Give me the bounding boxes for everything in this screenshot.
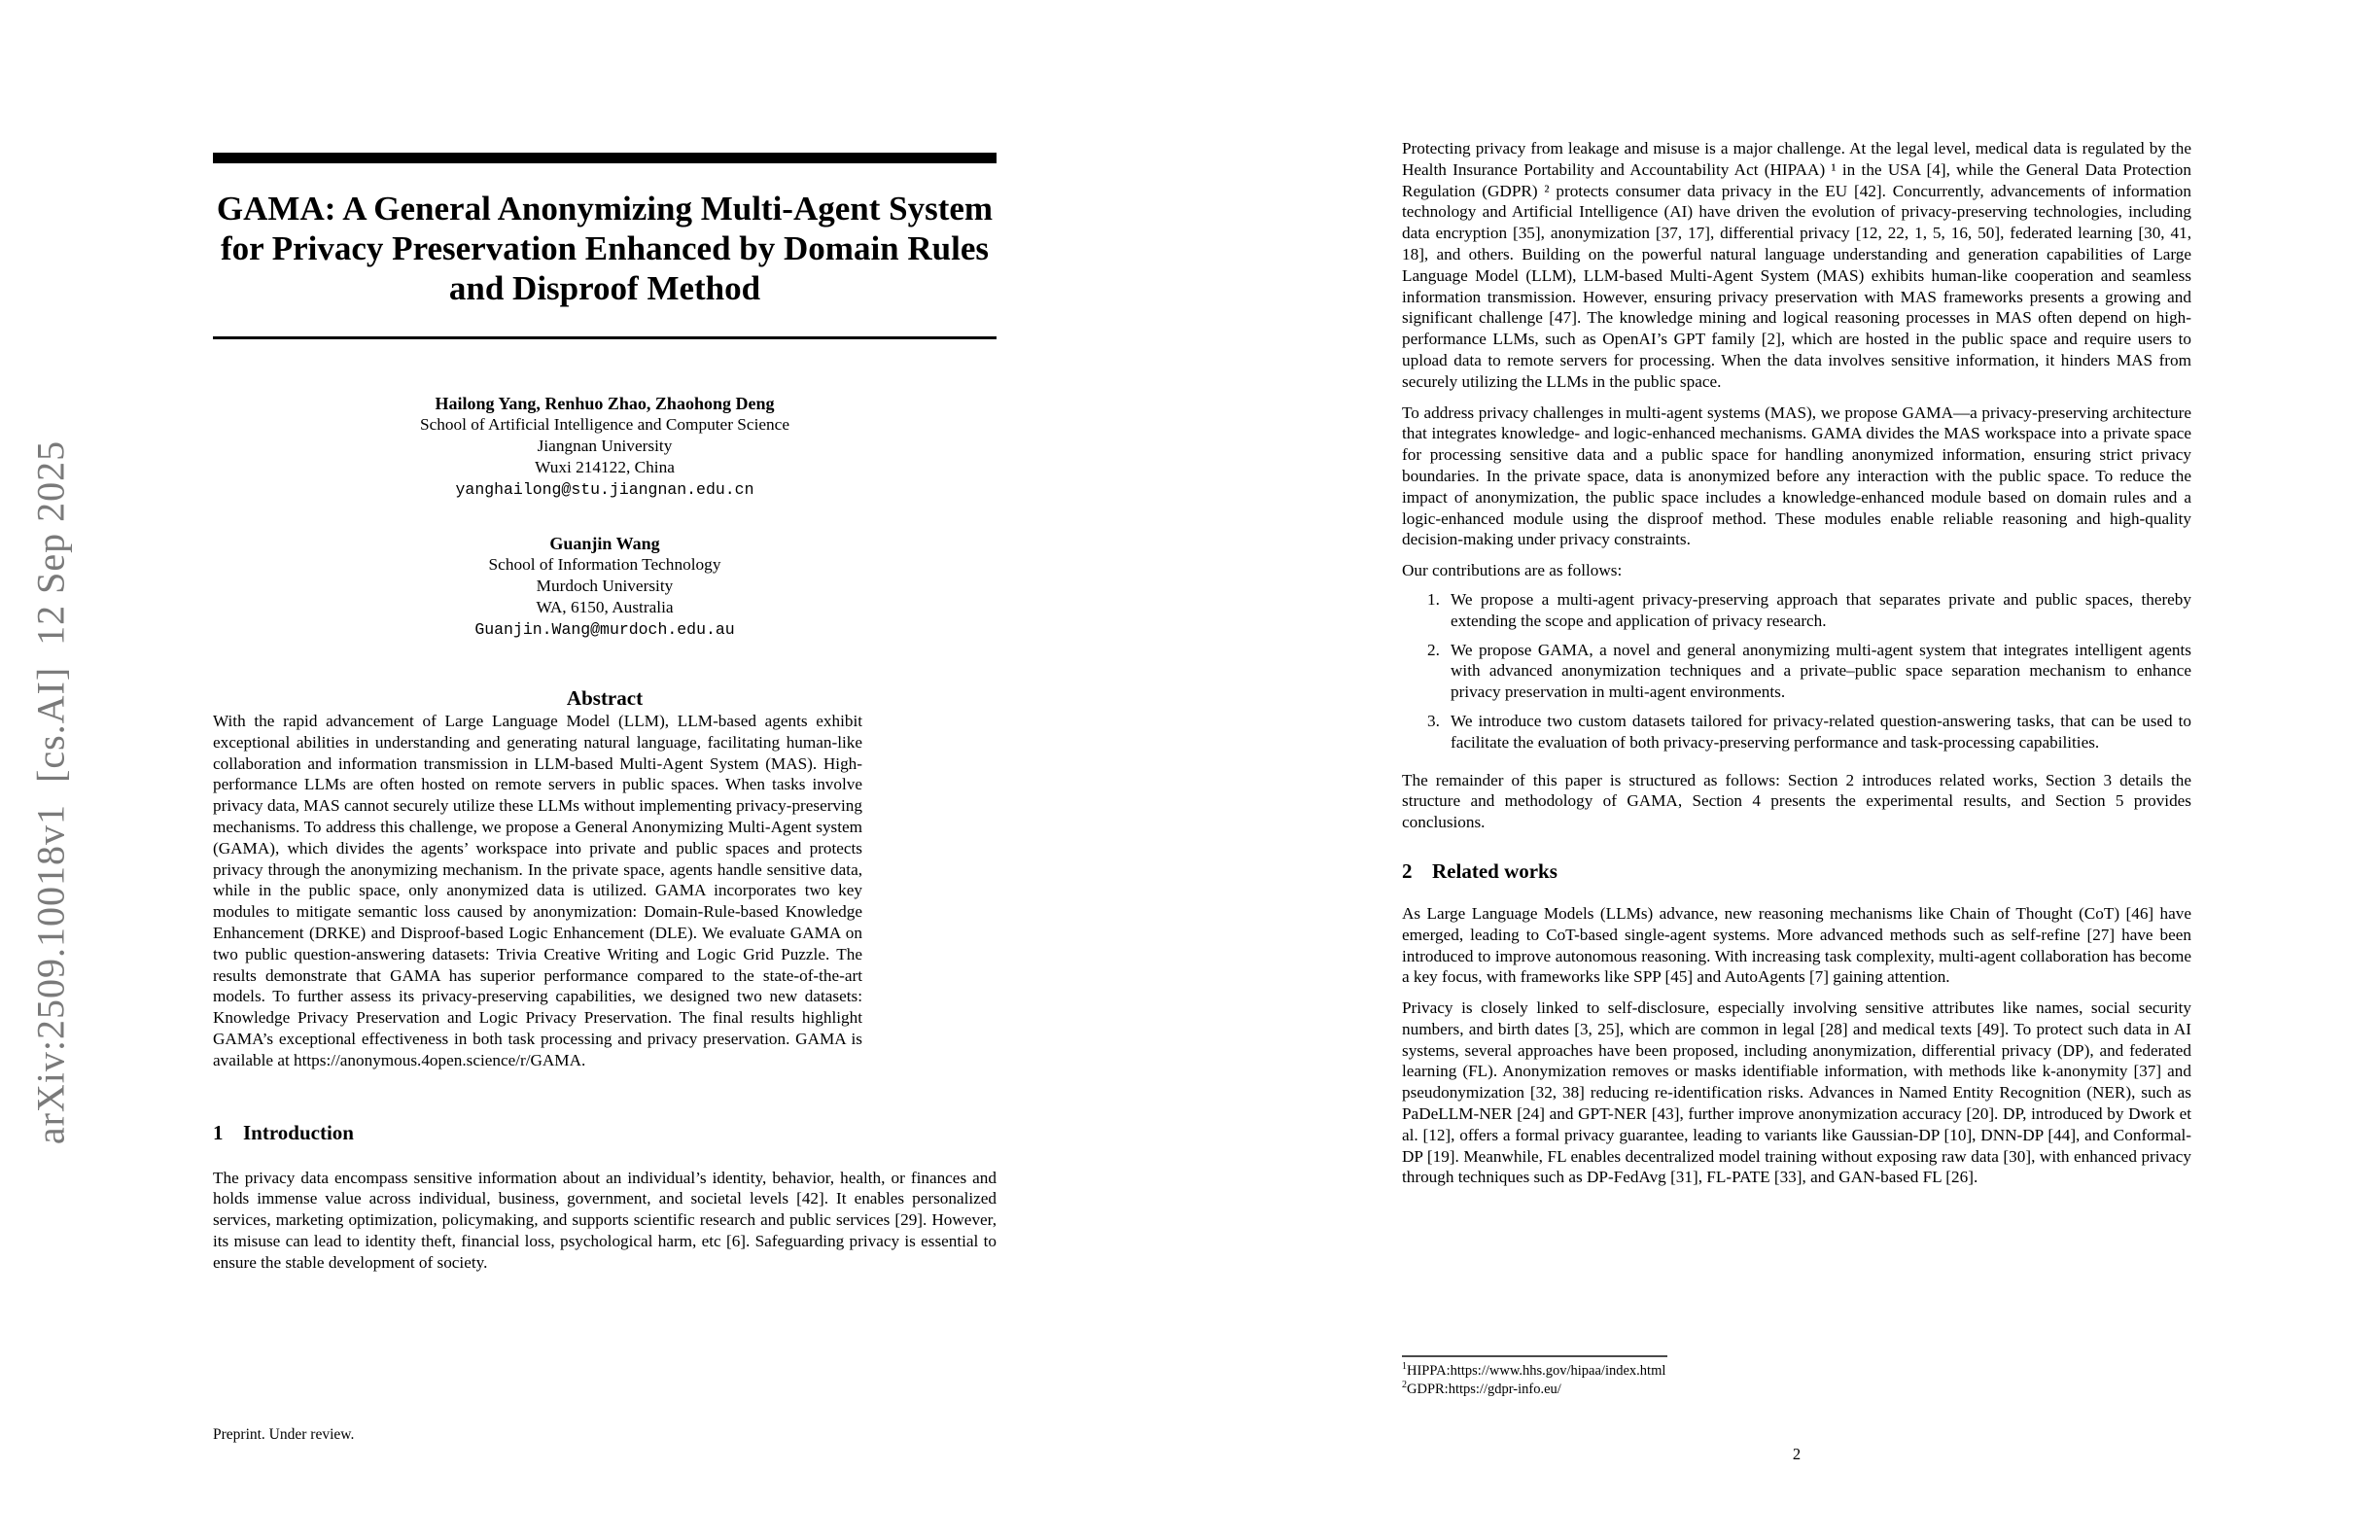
- list-item-number: 1.: [1427, 589, 1440, 609]
- author-email: yanghailong@stu.jiangnan.edu.cn: [455, 480, 754, 499]
- author-affiliation: School of Information Technology: [488, 555, 721, 574]
- paper-page-1: [213, 0, 997, 1540]
- related-works-paragraph: As Large Language Models (LLMs) advance, new reasoning mechanisms like Chain of Thought (CoT) [46] have emerged, leading to CoT-based single-agent systems. More advanced methods such as self-refine [27] have been introduced to improve autonomous reasoning. With increasing task complexity, multi-agent collaboration has become a key focus, with frameworks like SPP [45] and AutoAgents [7] gaining attention.: [1402, 903, 2191, 987]
- contributions-lead: Our contributions are as follows:: [1402, 561, 1623, 580]
- related-works-paragraph: Privacy is closely linked to self-disclosure, especially involving sensitive attributes like names, social security numbers, and birth dates [3, 25], which are common in legal [28] and medical texts [49]. To protect such data in AI systems, several approaches have been proposed, including anonymization, differential privacy (DP), and federated learning (FL). Anonymization removes or masks identifiable information, with methods like k-anonymity [37] and pseudonymization [32, 38] reducing re-identification risks. Advances in Named Entity Recognition (NER), such as PaDeLLM-NER [24] and GPT-NER [43], further improve anonymization accuracy [20]. DP, introduced by Dwork et al. [12], offers a formal privacy guarantee, leading to variants like Gaussian-DP [10], DNN-DP [44], and Conformal-DP [19]. Meanwhile, FL enables decentralized model training without exposing raw data [30], with enhanced privacy through techniques such as DP-FedAvg [31], FL-PATE [33], and GAN-based FL [26].: [1402, 998, 2191, 1187]
- section-number: 2: [1402, 858, 1413, 883]
- section-heading-related-works: [1402, 859, 2191, 884]
- author-affiliation: Murdoch University: [536, 577, 674, 595]
- list-item-text: We propose a multi-agent privacy-preserving approach that separates private and public spaces, thereby extending the scope and application of privacy research.: [1451, 589, 2191, 630]
- footnote-gdpr: [1402, 1381, 1667, 1399]
- footnote-marker: 1: [1402, 1361, 1407, 1373]
- introduction-paragraph: The privacy data encompass sensitive information about an individual’s identity, behavior, health, or finances and holds immense value across individual, business, government, and societal levels [42]. It enables personalized services, marketing optimization, policymaking, and supports scientific research and public services [29]. However, its misuse can lead to identity theft, financial loss, psychological harm, etc [6]. Safeguarding privacy is essential to ensure the stable development of society.: [213, 1168, 997, 1272]
- abstract-text: With the rapid advancement of Large Language Model (LLM), LLM-based agents exhibit exceptional abilities in understanding and generating natural language, facilitating human-like collaboration and information transmission in LLM-based Multi-Agent System (MAS). High-performance LLMs are often hosted on remote servers in public spaces. When tasks involve privacy data, MAS cannot securely utilize these LLMs without implementing privacy-preserving mechanisms. To address this challenge, we propose a General Anonymizing Multi-Agent system (GAMA), which divides the agents’ workspace into private and public spaces and protects privacy through the anonymizing mechanism. In the private space, agents handle sensitive data, while in the public space, only anonymized data is utilized. GAMA incorporates two key modules to mitigate semantic loss caused by anonymization: Domain-Rule-based Knowledge Enhancement (DRKE) and Disproof-based Logic Enhancement (DLE). We evaluate GAMA on two public question-answering datasets: Trivia Creative Writing and Logic Grid Puzzle. The results demonstrate that GAMA has superior performance compared to the state-of-the-art models. To further assess its privacy-preserving capabilities, we designed two new datasets: Knowledge Privacy Preservation and Logic Privacy Preservation. The final results highlight GAMA’s exceptional effectiveness in both task processing and privacy preservation. GAMA is available at https://anonymous.4open.science/r/GAMA.: [213, 712, 862, 1069]
- author-block-1: [213, 393, 997, 501]
- preprint-note: Preprint. Under review.: [213, 1426, 355, 1443]
- author-affiliation: School of Artificial Intelligence and Computer Science: [419, 415, 790, 434]
- author-affiliation: Jiangnan University: [537, 437, 673, 455]
- title-bottom-rule: [213, 336, 997, 339]
- footnote-hipaa: [1402, 1362, 1667, 1381]
- list-item: [1402, 711, 2191, 753]
- list-item-text: We introduce two custom datasets tailored for privacy-related question-answering tasks, that can be used to facilitate the evaluation of both privacy-preserving performance and task-processing capabilities.: [1451, 711, 2191, 752]
- footnote-text: GDPR:https://gdpr-info.eu/: [1407, 1382, 1561, 1397]
- author-email: Guanjin.Wang@murdoch.edu.au: [474, 620, 735, 639]
- footnotes: [1402, 1355, 1667, 1399]
- title-top-rule: [213, 153, 997, 163]
- author-names: Hailong Yang, Renhuo Zhao, Zhaohong Deng: [435, 394, 775, 413]
- footnote-text: HIPPA:https://www.hhs.gov/hipaa/index.html: [1407, 1363, 1666, 1379]
- contributions-list: [1402, 589, 2191, 753]
- list-item: [1402, 589, 2191, 632]
- section-heading-introduction: [213, 1121, 997, 1145]
- author-names: Guanjin Wang: [549, 534, 660, 553]
- arxiv-watermark: arXiv:2509.10018v1 [cs.AI] 12 Sep 2025: [28, 439, 73, 1145]
- list-item-number: 2.: [1427, 640, 1440, 659]
- body-paragraph: To address privacy challenges in multi-agent systems (MAS), we propose GAMA—a privacy-preserving architecture that integrates knowledge- and logic-enhanced mechanisms. GAMA divides the MAS workspace into a private space for processing sensitive data and a public space for handling anonymized information, ensuring strict privacy boundaries. In the private space, data is anonymized before any interaction with the public space. To reduce the impact of anonymization, the public space includes a knowledge-enhanced module based on domain rules and a logic-enhanced module using the disproof method. These modules enable reliable reasoning and high-quality decision-making under privacy constraints.: [1402, 402, 2191, 549]
- list-item-text: We propose GAMA, a novel and general anonymizing multi-agent system that integrates intelligent agents with advanced anonymization techniques and a private–public space separation mechanism to enhance privacy preservation in multi-agent environments.: [1451, 640, 2191, 702]
- section-label: Related works: [1432, 858, 1558, 883]
- paper-outline-paragraph: The remainder of this paper is structured as follows: Section 2 introduces related works, Section 3 details the structure and methodology of GAMA, Section 4 presents the experimental results, and Section 5 provides conclusions.: [1402, 770, 2191, 832]
- paper-page-2: [1402, 0, 2191, 1540]
- abstract-heading: Abstract: [566, 686, 644, 710]
- list-item-number: 3.: [1427, 711, 1440, 730]
- page-number: 2: [1792, 1445, 1802, 1463]
- paper-title: [213, 189, 997, 308]
- paper-title-line: and Disproof Method: [448, 269, 761, 307]
- body-paragraph: Protecting privacy from leakage and misuse is a major challenge. At the legal level, medical data is regulated by the Health Insurance Portability and Accountability Act (HIPAA) ¹ in the USA [4], while the General Data Protection Regulation (GDPR) ² protects consumer data privacy in the EU [42]. Concurrently, advancements of information technology and Artificial Intelligence (AI) have driven the evolution of privacy-preserving technologies, including data encryption [35], anonymization [37, 17], differential privacy [12, 22, 1, 5, 16, 50], federated learning [30, 41, 18], and others. Building on the powerful natural language understanding and generation capabilities of Large Language Model (LLM), LLM-based Multi-Agent System (MAS) exhibits human-like cooperation and seamless information transmission. However, ensuring privacy preservation with MAS frameworks presents a growing and significant challenge [47]. The knowledge mining and logical reasoning processes in MAS often depend on high-performance LLMs, such as OpenAI’s GPT family [2], which are hosted in the public space and require users to upload data to remote servers for processing. When the data involves sensitive information, it hinders MAS from securely utilizing the LLMs in the public space.: [1402, 139, 2191, 391]
- paper-title-line: GAMA: A General Anonymizing Multi-Agent System: [216, 190, 994, 228]
- section-number: 1: [213, 1120, 224, 1144]
- author-affiliation: Wuxi 214122, China: [535, 458, 675, 476]
- footnote-marker: 2: [1402, 1380, 1407, 1391]
- section-label: Introduction: [243, 1120, 354, 1144]
- author-affiliation: WA, 6150, Australia: [536, 598, 674, 616]
- paper-title-line: for Privacy Preservation Enhanced by Domain Rules: [220, 229, 990, 267]
- list-item: [1402, 640, 2191, 703]
- author-block-2: [213, 533, 997, 641]
- footnote-rule: [1402, 1355, 1667, 1357]
